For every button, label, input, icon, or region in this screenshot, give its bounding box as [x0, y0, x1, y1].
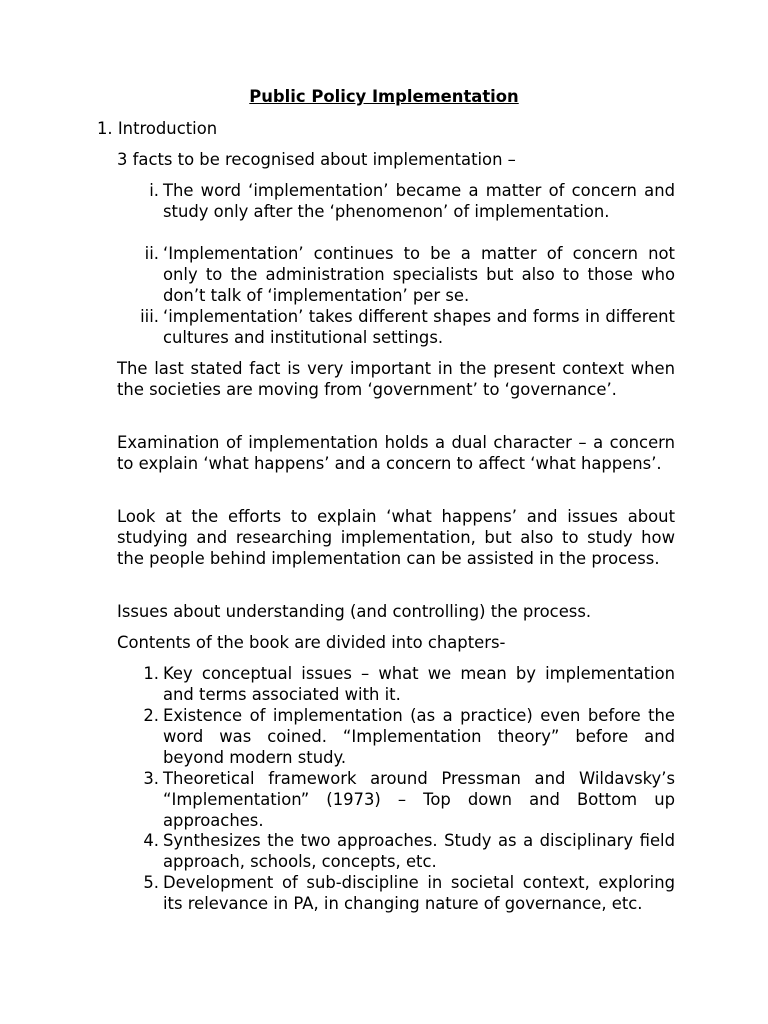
fact-text: ‘Implementation’ continues to be a matter of concern not only to the administration specialists but also to those who don’t talk of ‘implementation’ per se. — [163, 244, 675, 305]
chapter-item — [117, 872, 675, 935]
chapter-marker: 2. — [143, 706, 159, 725]
paragraph: Look at the efforts to explain ‘what happens’ and issues about studying and researching implementation, but also to study how the people behind implementation can be assisted in the process. — [117, 507, 675, 568]
chapter-text: Synthesizes the two approaches. Study as a disciplinary field approach, schools, concepts, etc. — [163, 831, 675, 871]
page-title: Public Policy Implementation — [249, 87, 519, 106]
paragraph: The last stated fact is very important in the present context when the societies are moving from ‘government’ to ‘governance’. — [117, 359, 675, 399]
chapter-text: Development of sub-discipline in societal context, exploring its relevance in PA, in changing nature of governance, etc. — [163, 873, 675, 913]
chapter-text: Theoretical framework around Pressman and Wildavsky’s “Implementation” (1973) – Top down and Bottom up approaches. — [163, 769, 675, 830]
chapter-text: Existence of implementation (as a practice) even before the word was coined. “Implementation theory” before and beyond modern study. — [163, 706, 675, 767]
fact-item — [117, 243, 675, 306]
chapter-text: Key conceptual issues – what we mean by implementation and terms associated with it. — [163, 664, 675, 704]
chapter-marker: 4. — [143, 831, 159, 850]
facts-intro: 3 facts to be recognised about implementation – — [117, 150, 516, 169]
fact-item — [117, 306, 675, 348]
paragraph: Examination of implementation holds a dual character – a concern to explain ‘what happens’ and a concern to affect ‘what happens’. — [117, 433, 675, 473]
chapter-item — [117, 663, 675, 705]
fact-item — [117, 180, 675, 243]
chapter-marker: 1. — [143, 664, 159, 683]
section-heading: 1. Introduction — [97, 119, 218, 138]
chapter-item — [117, 830, 675, 872]
fact-marker: ii. — [144, 244, 159, 263]
fact-text: The word ‘implementation’ became a matter of concern and study only after the ‘phenomenon’ of implementation. — [163, 181, 675, 221]
fact-text: ‘implementation’ takes different shapes and forms in different cultures and institutional settings. — [163, 307, 675, 347]
fact-marker: i. — [149, 181, 159, 200]
paragraph: Issues about understanding (and controlling) the process. — [117, 602, 592, 621]
fact-marker: iii. — [140, 307, 159, 326]
chapter-marker: 5. — [143, 873, 159, 892]
chapter-item — [117, 705, 675, 768]
paragraph: Contents of the book are divided into chapters- — [117, 633, 506, 652]
chapter-marker: 3. — [143, 769, 159, 788]
chapter-item — [117, 768, 675, 831]
